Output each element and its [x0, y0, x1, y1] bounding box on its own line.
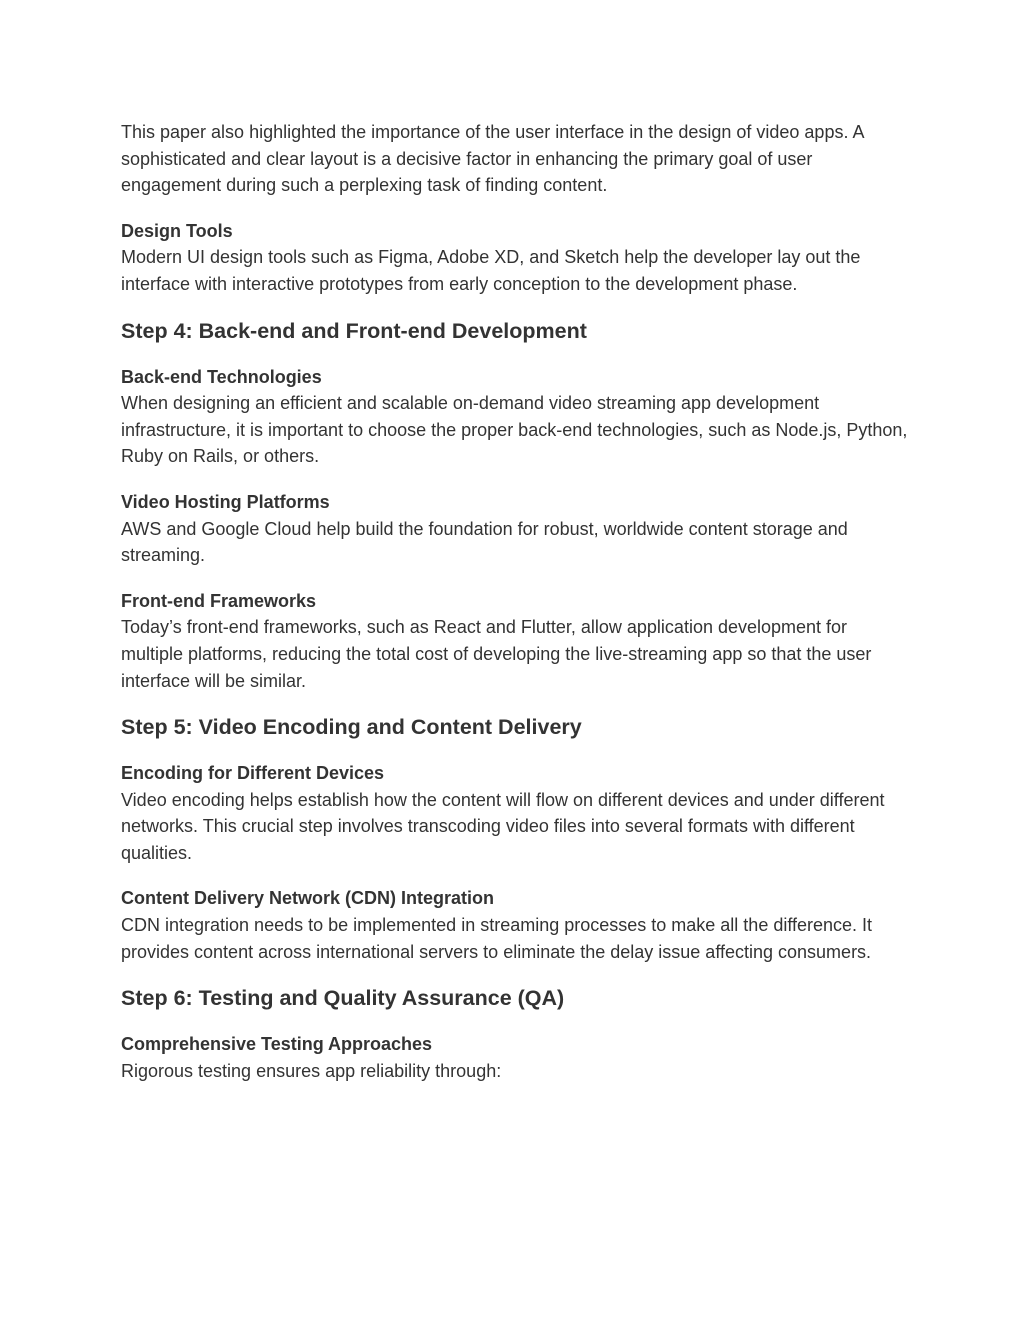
- design-tools-title: Design Tools: [121, 220, 233, 241]
- cdn-body: CDN integration needs to be implemented in streaming processes to make all the difference. It provides content across international servers to eliminate the delay issue affecting consumers.: [121, 915, 873, 962]
- testing-title: Comprehensive Testing Approaches: [121, 1034, 433, 1055]
- frontend-section: [121, 588, 911, 694]
- design-tools-section: [121, 218, 911, 298]
- backend-body: When designing an efficient and scalable on-demand video streaming app development infrastructure, it is important to choose the proper back-end technologies, such as Node.js, Python, Ruby on Rails, or others.: [121, 393, 908, 467]
- step4-heading: Step 4: Back-end and Front-end Development: [121, 318, 587, 343]
- encoding-title: Encoding for Different Devices: [121, 763, 385, 784]
- design-tools-body: Modern UI design tools such as Figma, Adobe XD, and Sketch help the developer lay out the interface with interactive prototypes from early conception to the development phase.: [121, 247, 861, 294]
- encoding-body: Video encoding helps establish how the content will flow on different devices and under different networks. This crucial step involves transcoding video files into several formats with different qualities.: [121, 789, 885, 863]
- frontend-body: Today’s front-end frameworks, such as React and Flutter, allow application development for multiple platforms, reducing the total cost of developing the live-streaming app so that the user interface will be similar.: [121, 617, 872, 691]
- hosting-section: [121, 489, 911, 569]
- hosting-title: Video Hosting Platforms: [121, 491, 330, 512]
- intro-paragraph: This paper also highlighted the importance of the user interface in the design of video apps. A sophisticated and clear layout is a decisive factor in enhancing the primary goal of user engagement during such a perplexing task of finding content.: [121, 122, 864, 196]
- frontend-title: Front-end Frameworks: [121, 590, 317, 611]
- backend-title: Back-end Technologies: [121, 366, 322, 387]
- document-page: [121, 119, 911, 1103]
- hosting-body: AWS and Google Cloud help build the foundation for robust, worldwide content storage and streaming.: [121, 518, 848, 566]
- cdn-section: [121, 885, 911, 965]
- encoding-section: [121, 760, 911, 866]
- step6-heading: Step 6: Testing and Quality Assurance (QA): [121, 986, 565, 1011]
- testing-section: [121, 1031, 911, 1084]
- backend-section: [121, 364, 911, 470]
- step5-heading: Step 5: Video Encoding and Content Delivery: [121, 715, 582, 740]
- cdn-title: Content Delivery Network (CDN) Integration: [121, 888, 495, 909]
- testing-body: Rigorous testing ensures app reliability through:: [121, 1060, 502, 1081]
